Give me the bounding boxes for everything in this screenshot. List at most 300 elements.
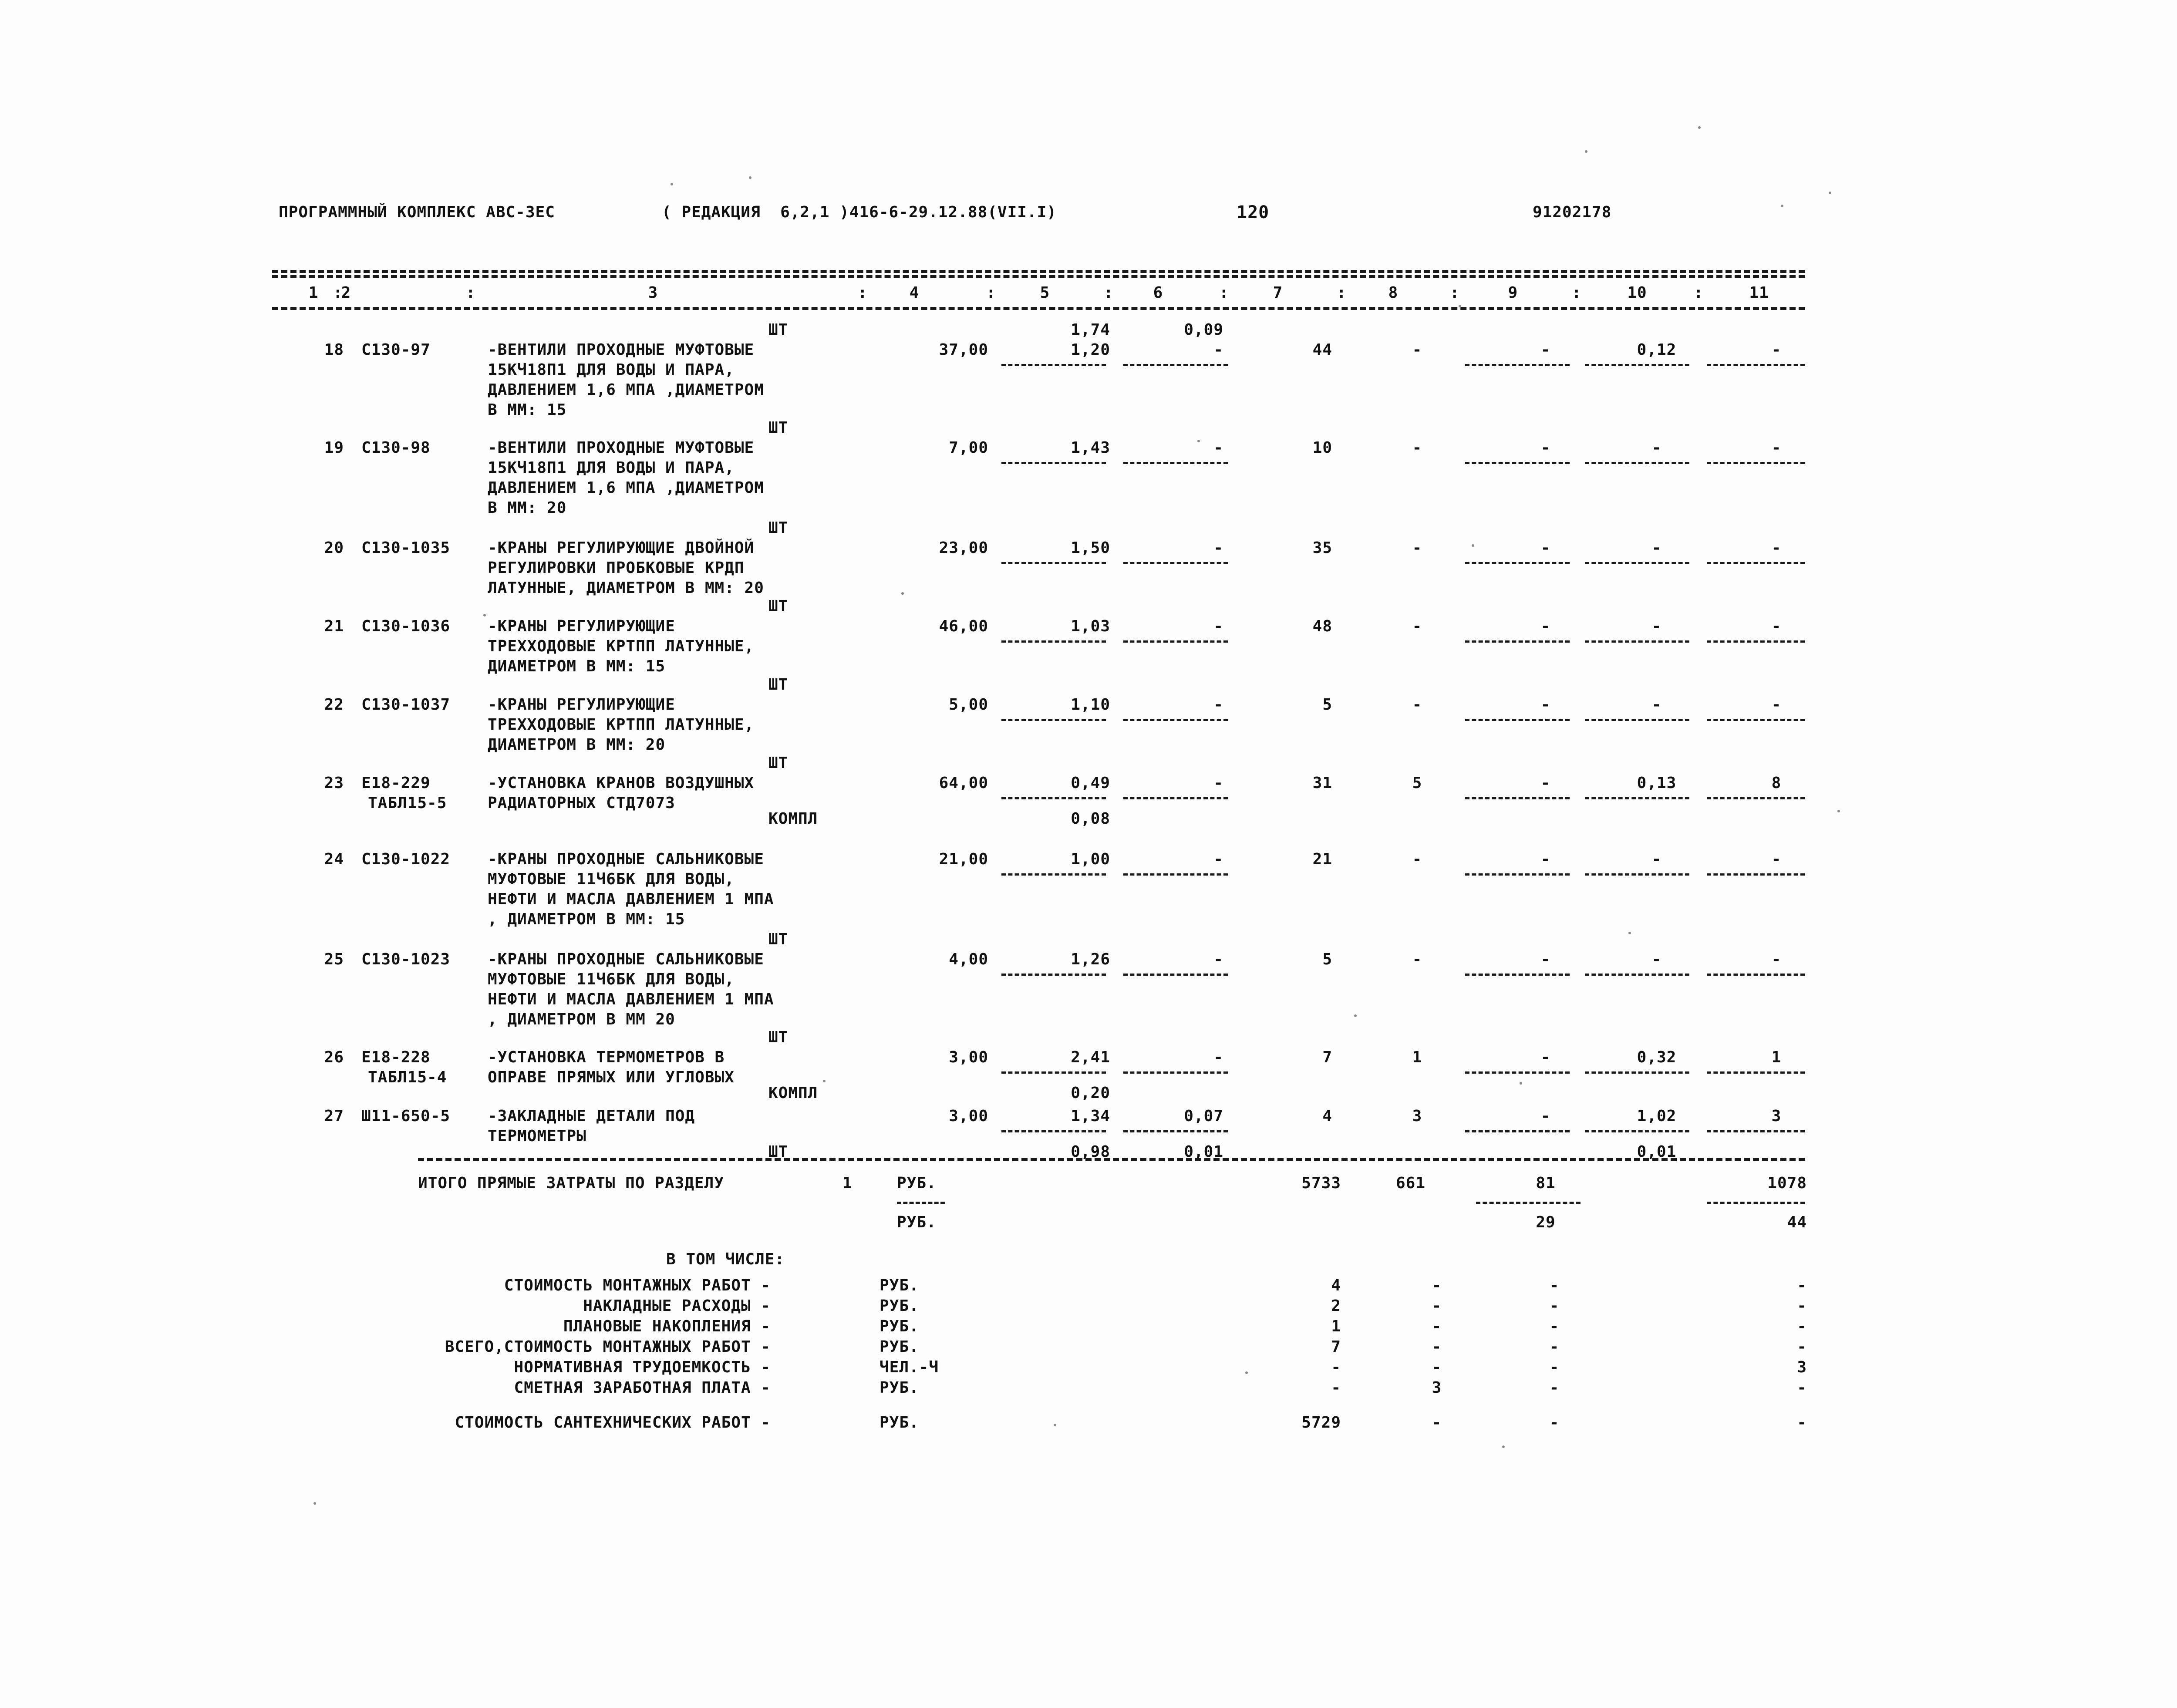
cell-rule [1707, 797, 1805, 799]
rate-code: С130-1035 [361, 539, 451, 557]
quantity: 21,00 [939, 850, 988, 868]
col8-value: 3 [1412, 1107, 1422, 1125]
summary-label: СТОИМОСТЬ САНТЕХНИЧЕСКИХ РАБОТ - [455, 1414, 771, 1432]
summary-col7: 4 [1331, 1277, 1341, 1294]
totals-col9-b: 29 [1536, 1213, 1556, 1231]
description-line: ТЕРМОМЕТРЫ [488, 1127, 586, 1145]
including-label: В ТОМ ЧИСЛЕ: [666, 1250, 785, 1268]
col6-value: 0,09 [1184, 321, 1223, 339]
description-line: В ММ: 15 [488, 401, 567, 419]
summary-col8: - [1432, 1414, 1442, 1432]
column-separator: : [1572, 284, 1582, 302]
col10-value: 0,13 [1637, 774, 1677, 792]
summary-label: ВСЕГО,СТОИМОСТЬ МОНТАЖНЫХ РАБОТ - [445, 1338, 771, 1356]
totals-sub-rule [897, 1202, 945, 1204]
col11-value: 8 [1771, 774, 1782, 792]
summary-col11: - [1797, 1414, 1807, 1432]
unit-label: ШТ [768, 1028, 789, 1046]
summary-col11: - [1797, 1297, 1807, 1315]
col6-value: - [1213, 539, 1223, 557]
header-bottom-rule [272, 307, 1805, 310]
cell-rule [1123, 1071, 1228, 1074]
column-header-11: 11 [1749, 284, 1769, 302]
col6-value: - [1213, 617, 1223, 635]
scan-speck [1197, 440, 1200, 442]
page-number: 120 [1237, 202, 1270, 222]
col7-value: 7 [1322, 1048, 1332, 1066]
description-line: ДАВЛЕНИЕМ 1,6 МПА ,ДИАМЕТРОМ [488, 479, 764, 497]
col5-value: 2,41 [1071, 1048, 1110, 1066]
column-header-2: 2 [341, 284, 351, 302]
description-line: 15КЧ18П1 ДЛЯ ВОДЫ И ПАРА, [488, 361, 735, 379]
description-line: ОПРАВЕ ПРЯМЫХ ИЛИ УГЛОВЫХ [488, 1068, 735, 1086]
summary-col8: 3 [1432, 1379, 1442, 1397]
cell-rule [1707, 364, 1805, 366]
cell-rule [1707, 873, 1805, 876]
totals-col9: 81 [1536, 1174, 1556, 1192]
column-header-8: 8 [1388, 284, 1399, 302]
quantity: 46,00 [939, 617, 988, 635]
col7-value: 21 [1312, 850, 1332, 868]
col9-value: - [1540, 341, 1551, 359]
summary-col11: - [1797, 1379, 1807, 1397]
totals-sub-rule [1476, 1202, 1581, 1204]
unit-label: КОМПЛ [768, 810, 818, 828]
description-line: -КРАНЫ РЕГУЛИРУЮЩИЕ [488, 696, 675, 714]
col10-value: - [1651, 539, 1662, 557]
scan-speck [1354, 1014, 1357, 1017]
rate-code: С130-1037 [361, 696, 451, 714]
row-number: 26 [324, 1048, 344, 1066]
col6-value: - [1213, 850, 1223, 868]
rate-code: С130-1022 [361, 850, 451, 868]
col8-value: 1 [1412, 1048, 1422, 1066]
cell-rule [1465, 873, 1570, 876]
program-title: ПРОГРАММНЫЙ КОМПЛЕКС АВС-3ЕС [279, 203, 555, 221]
col7-value: 48 [1312, 617, 1332, 635]
scan-speck [671, 183, 673, 185]
scan-speck [823, 1080, 826, 1082]
col8-value: - [1412, 439, 1422, 457]
quantity: 7,00 [949, 439, 988, 457]
summary-col7: 7 [1331, 1338, 1341, 1356]
table-top-rule [272, 270, 1805, 273]
cell-rule [1465, 364, 1570, 366]
totals-unit: РУБ. [897, 1174, 937, 1192]
totals-col11: 1078 [1767, 1174, 1807, 1192]
column-header-3: 3 [648, 284, 658, 302]
col11-value: - [1771, 850, 1782, 868]
cell-rule [1707, 1071, 1805, 1074]
scan-speck [1698, 126, 1701, 129]
summary-label: СМЕТНАЯ ЗАРАБОТНАЯ ПЛАТА - [514, 1379, 771, 1397]
column-separator: : [1450, 284, 1460, 302]
scan-speck [1472, 544, 1474, 547]
col5-value: 1,26 [1071, 950, 1110, 968]
row-number: 25 [324, 950, 344, 968]
col10-value: 0,32 [1637, 1048, 1677, 1066]
row-number: 19 [324, 439, 344, 457]
col9-value: - [1540, 696, 1551, 714]
col9-value: - [1540, 617, 1551, 635]
row-number: 18 [324, 341, 344, 359]
unit-label: ШТ [768, 321, 789, 339]
cell-rule [1123, 640, 1228, 643]
summary-col7: - [1331, 1379, 1341, 1397]
summary-label: СТОИМОСТЬ МОНТАЖНЫХ РАБОТ - [504, 1277, 771, 1294]
quantity: 4,00 [949, 950, 988, 968]
col6-value: - [1213, 1048, 1223, 1066]
description-line: ДИАМЕТРОМ В ММ: 15 [488, 657, 666, 675]
table-ref: ТАБЛ15-4 [368, 1068, 447, 1086]
summary-col11: - [1797, 1277, 1807, 1294]
description-line: -ВЕНТИЛИ ПРОХОДНЫЕ МУФТОВЫЕ [488, 439, 755, 457]
quantity: 5,00 [949, 696, 988, 714]
col8-value: - [1412, 617, 1422, 635]
quantity: 3,00 [949, 1107, 988, 1125]
column-header-4: 4 [909, 284, 920, 302]
description-line: 15КЧ18П1 ДЛЯ ВОДЫ И ПАРА, [488, 459, 735, 477]
description-line: ДИАМЕТРОМ В ММ: 20 [488, 736, 666, 754]
description-line: -УСТАНОВКА ТЕРМОМЕТРОВ В [488, 1048, 725, 1066]
summary-col8: - [1432, 1297, 1442, 1315]
quantity: 64,00 [939, 774, 988, 792]
column-separator: : [1219, 284, 1229, 302]
col10-value-b: 0,01 [1637, 1143, 1677, 1161]
scan-speck [1585, 150, 1587, 153]
description-line: НЕФТИ И МАСЛА ДАВЛЕНИЕМ 1 МПА [488, 890, 774, 908]
col10-value: - [1651, 439, 1662, 457]
col8-value: - [1412, 696, 1422, 714]
description-line: ДАВЛЕНИЕМ 1,6 МПА ,ДИАМЕТРОМ [488, 381, 764, 399]
summary-col8: - [1432, 1338, 1442, 1356]
unit-label: ШТ [768, 930, 789, 948]
document-code: 91202178 [1533, 203, 1612, 221]
unit-label: ШТ [768, 519, 789, 537]
col6-value: - [1213, 774, 1223, 792]
cell-rule [1001, 462, 1106, 464]
totals-rule [418, 1158, 1805, 1161]
scan-speck [1829, 192, 1831, 194]
rate-code: С130-98 [361, 439, 431, 457]
unit-label: ШТ [768, 676, 789, 694]
col5-value-b: 0,08 [1071, 810, 1110, 828]
col7-value: 35 [1312, 539, 1332, 557]
row-number: 21 [324, 617, 344, 635]
totals-col8: 661 [1395, 1174, 1426, 1192]
cell-rule [1585, 797, 1689, 799]
column-separator: : [1694, 284, 1704, 302]
rate-code: Е18-229 [361, 774, 431, 792]
description-line: НЕФТИ И МАСЛА ДАВЛЕНИЕМ 1 МПА [488, 990, 774, 1008]
unit-label: ШТ [768, 754, 789, 772]
col9-value: - [1540, 950, 1551, 968]
scan-speck [1245, 1371, 1248, 1374]
col11-value: - [1771, 950, 1782, 968]
column-header-10: 10 [1627, 284, 1647, 302]
scan-speck [1054, 1424, 1056, 1426]
cell-rule [1001, 364, 1106, 366]
scan-speck [749, 176, 752, 179]
col10-value: - [1651, 617, 1662, 635]
summary-col9: - [1549, 1414, 1560, 1432]
row-number: 23 [324, 774, 344, 792]
scan-speck [1459, 305, 1461, 307]
scan-speck [313, 1502, 316, 1505]
col6-value: - [1213, 950, 1223, 968]
cell-rule [1585, 562, 1689, 564]
col9-value: - [1540, 1048, 1551, 1066]
summary-col9: - [1549, 1358, 1560, 1376]
col10-value: - [1651, 850, 1662, 868]
rate-code: С130-1036 [361, 617, 451, 635]
description-line: -УСТАНОВКА КРАНОВ ВОЗДУШНЫХ [488, 774, 755, 792]
summary-col11: - [1797, 1338, 1807, 1356]
rate-code: Ш11-650-5 [361, 1107, 451, 1125]
col5-value: 1,43 [1071, 439, 1110, 457]
cell-rule [1465, 719, 1570, 721]
summary-col7: 1 [1331, 1317, 1341, 1335]
col8-value: - [1412, 539, 1422, 557]
col8-value: - [1412, 850, 1422, 868]
summary-col7: 2 [1331, 1297, 1341, 1315]
row-number: 24 [324, 850, 344, 868]
description-line: -ЗАКЛАДНЫЕ ДЕТАЛИ ПОД [488, 1107, 695, 1125]
description-line: , ДИАМЕТРОМ В ММ 20 [488, 1011, 675, 1028]
scan-speck [1502, 1445, 1505, 1448]
summary-unit: РУБ. [880, 1338, 919, 1356]
totals-unit-b: РУБ. [897, 1213, 937, 1231]
col8-value: - [1412, 341, 1422, 359]
col9-value: - [1540, 774, 1551, 792]
cell-rule [1001, 562, 1106, 564]
rate-code: С130-97 [361, 341, 431, 359]
cell-rule [1001, 797, 1106, 799]
summary-col7: 5729 [1301, 1414, 1341, 1432]
table-top-rule-2 [272, 275, 1805, 278]
row-number: 27 [324, 1107, 344, 1125]
row-number: 22 [324, 696, 344, 714]
summary-col9: - [1549, 1317, 1560, 1335]
summary-label: НОРМАТИВНАЯ ТРУДОЕМКОСТЬ - [514, 1358, 771, 1376]
cell-rule [1585, 1071, 1689, 1074]
col5-value-b: 0,98 [1071, 1143, 1110, 1161]
cell-rule [1001, 1071, 1106, 1074]
edition-info: ( РЕДАКЦИЯ 6,2,1 )416-6-29.12.88(VII.I) [662, 203, 1057, 221]
col10-value: 1,02 [1637, 1107, 1677, 1125]
col9-value: - [1540, 1107, 1551, 1125]
cell-rule [1707, 974, 1805, 976]
cell-rule [1001, 974, 1106, 976]
col5-value: 1,50 [1071, 539, 1110, 557]
quantity: 23,00 [939, 539, 988, 557]
cell-rule [1465, 562, 1570, 564]
cell-rule [1585, 640, 1689, 643]
summary-label: ПЛАНОВЫЕ НАКОПЛЕНИЯ - [563, 1317, 771, 1335]
col9-value: - [1540, 539, 1551, 557]
summary-col11: - [1797, 1317, 1807, 1335]
cell-rule [1585, 974, 1689, 976]
description-line: ТРЕХХОДОВЫЕ КРТПП ЛАТУННЫЕ, [488, 716, 755, 734]
unit-label: ШТ [768, 419, 789, 437]
unit-label: КОМПЛ [768, 1084, 818, 1102]
cell-rule [1465, 974, 1570, 976]
col7-value: 5 [1322, 696, 1332, 714]
col9-value: - [1540, 439, 1551, 457]
col5-value: 1,10 [1071, 696, 1110, 714]
col11-value: 3 [1771, 1107, 1782, 1125]
col10-value: - [1651, 950, 1662, 968]
totals-label: ИТОГО ПРЯМЫЕ ЗАТРАТЫ ПО РАЗДЕЛУ [418, 1174, 724, 1192]
cell-rule [1707, 1130, 1805, 1132]
col9-value: - [1540, 850, 1551, 868]
summary-col9: - [1549, 1277, 1560, 1294]
scan-speck [1781, 205, 1783, 207]
scan-speck [1628, 932, 1631, 934]
cell-rule [1123, 562, 1228, 564]
col5-value: 1,03 [1071, 617, 1110, 635]
col5-value: 1,00 [1071, 850, 1110, 868]
col11-value: 1 [1771, 1048, 1782, 1066]
col11-value: - [1771, 439, 1782, 457]
summary-col11: 3 [1797, 1358, 1807, 1376]
cell-rule [1465, 462, 1570, 464]
cell-rule [1585, 719, 1689, 721]
column-header-9: 9 [1508, 284, 1518, 302]
cell-rule [1465, 1071, 1570, 1074]
col11-value: - [1771, 341, 1782, 359]
summary-unit: ЧЕЛ.-Ч [880, 1358, 939, 1376]
column-header-7: 7 [1273, 284, 1283, 302]
col11-value: - [1771, 696, 1782, 714]
col6-value-b: 0,01 [1184, 1143, 1223, 1161]
col7-value: 44 [1312, 341, 1332, 359]
summary-unit: РУБ. [880, 1317, 919, 1335]
cell-rule [1123, 719, 1228, 721]
totals-sub-rule [1707, 1202, 1805, 1204]
scan-speck [901, 592, 904, 595]
col11-value: - [1771, 539, 1782, 557]
cell-rule [1585, 462, 1689, 464]
col6-value: - [1213, 439, 1223, 457]
description-line: РАДИАТОРНЫХ СТД7073 [488, 794, 675, 812]
cell-rule [1585, 364, 1689, 366]
col7-value: 31 [1312, 774, 1332, 792]
cell-rule [1001, 1130, 1106, 1132]
column-separator: : [858, 284, 868, 302]
description-line: МУФТОВЫЕ 11Ч6БК ДЛЯ ВОДЫ, [488, 870, 735, 888]
cell-rule [1123, 462, 1228, 464]
description-line: РЕГУЛИРОВКИ ПРОБКОВЫЕ КРДП [488, 559, 745, 577]
description-line: В ММ: 20 [488, 499, 567, 517]
rate-code: Е18-228 [361, 1048, 431, 1066]
col7-value: 4 [1322, 1107, 1332, 1125]
column-separator: : [1104, 284, 1114, 302]
cell-rule [1465, 797, 1570, 799]
summary-col7: - [1331, 1358, 1341, 1376]
description-line: , ДИАМЕТРОМ В ММ: 15 [488, 910, 685, 928]
summary-unit: РУБ. [880, 1414, 919, 1432]
cell-rule [1585, 873, 1689, 876]
column-separator: : [1337, 284, 1347, 302]
col11-value: - [1771, 617, 1782, 635]
totals-col7: 5733 [1301, 1174, 1341, 1192]
column-separator: : [333, 284, 343, 302]
col5-value-b: 0,20 [1071, 1084, 1110, 1102]
totals-col11-b: 44 [1787, 1213, 1807, 1231]
cell-rule [1001, 873, 1106, 876]
cell-rule [1707, 640, 1805, 643]
description-line: ЛАТУННЫЕ, ДИАМЕТРОМ В ММ: 20 [488, 579, 764, 597]
totals-section: 1 [842, 1174, 853, 1192]
summary-unit: РУБ. [880, 1379, 919, 1397]
summary-col9: - [1549, 1297, 1560, 1315]
cell-rule [1001, 640, 1106, 643]
summary-unit: РУБ. [880, 1277, 919, 1294]
column-header-1: 1 [308, 284, 319, 302]
column-header-5: 5 [1040, 284, 1050, 302]
col5-value-b: 1,20 [1071, 341, 1110, 359]
col5-value: 0,49 [1071, 774, 1110, 792]
cell-rule [1123, 1130, 1228, 1132]
col6-value: - [1213, 696, 1223, 714]
description-line: -КРАНЫ ПРОХОДНЫЕ САЛЬНИКОВЫЕ [488, 850, 764, 868]
cell-rule [1707, 562, 1805, 564]
row-number: 20 [324, 539, 344, 557]
column-header-6: 6 [1153, 284, 1163, 302]
description-line: -ВЕНТИЛИ ПРОХОДНЫЕ МУФТОВЫЕ [488, 341, 755, 359]
scan-speck [1837, 810, 1840, 812]
column-separator: : [466, 284, 476, 302]
cell-rule [1123, 873, 1228, 876]
cell-rule [1707, 462, 1805, 464]
cell-rule [1585, 1130, 1689, 1132]
summary-unit: РУБ. [880, 1297, 919, 1315]
cell-rule [1707, 719, 1805, 721]
summary-col8: - [1432, 1277, 1442, 1294]
description-line: -КРАНЫ ПРОХОДНЫЕ САЛЬНИКОВЫЕ [488, 950, 764, 968]
col10-value: 0,12 [1637, 341, 1677, 359]
col7-value: 10 [1312, 439, 1332, 457]
col8-value: - [1412, 950, 1422, 968]
cell-rule [1001, 719, 1106, 721]
cell-rule [1465, 1130, 1570, 1132]
description-line: -КРАНЫ РЕГУЛИРУЮЩИЕ ДВОЙНОЙ [488, 539, 755, 557]
summary-col9: - [1549, 1379, 1560, 1397]
scan-speck [483, 614, 486, 616]
col6-value-b: - [1213, 341, 1223, 359]
col5-value: 1,74 [1071, 321, 1110, 339]
description-line: ТРЕХХОДОВЫЕ КРТПП ЛАТУННЫЕ, [488, 637, 755, 655]
description-line: -КРАНЫ РЕГУЛИРУЮЩИЕ [488, 617, 675, 635]
col5-value: 1,34 [1071, 1107, 1110, 1125]
cell-rule [1123, 974, 1228, 976]
rate-code: С130-1023 [361, 950, 451, 968]
col6-value: 0,07 [1184, 1107, 1223, 1125]
cell-rule [1465, 640, 1570, 643]
scan-speck [1520, 1082, 1522, 1085]
col7-value: 5 [1322, 950, 1332, 968]
cell-rule [1123, 797, 1228, 799]
summary-col9: - [1549, 1338, 1560, 1356]
cell-rule [1123, 364, 1228, 366]
description-line: МУФТОВЫЕ 11Ч6БК ДЛЯ ВОДЫ, [488, 970, 735, 988]
unit-label: ШТ [768, 1143, 789, 1161]
quantity: 37,00 [939, 341, 988, 359]
summary-col8: - [1432, 1358, 1442, 1376]
table-ref: ТАБЛ15-5 [368, 794, 447, 812]
quantity: 3,00 [949, 1048, 988, 1066]
